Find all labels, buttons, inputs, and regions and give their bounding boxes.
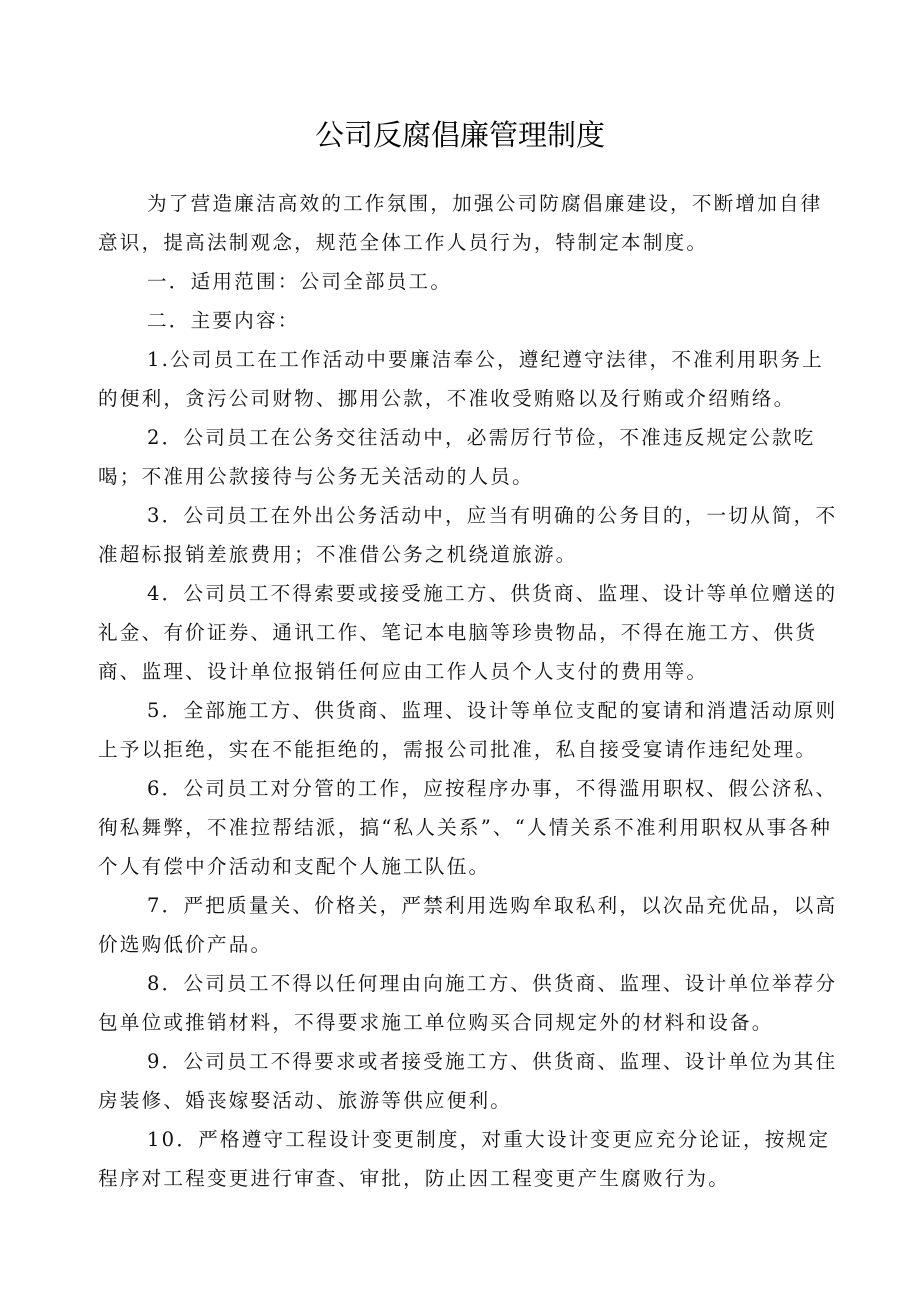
rule-item-1: 1.公司员工在工作活动中要廉洁奉公，遵纪遵守法律，不准利用职务上的便利，贪污公司财物、挪用公款，不准收受贿赂以及行贿或介绍贿络。: [98, 348, 824, 410]
document-title: 公司反腐倡廉管理制度: [314, 118, 605, 152]
rule-item-5: 5．全部施工方、供货商、监理、设计等单位支配的宴请和消遣活动原则上予以拒绝，实在不能拒绝的，需报公司批准，私自接受宴请作违纪处理。: [98, 699, 838, 761]
intro-paragraph: 为了营造廉洁高效的工作氛围，加强公司防腐倡廉建设，不断增加自律意识，提高法制观念，规范全体工作人员行为，特制定本制度。: [98, 192, 823, 254]
rule-item-7: 7．严把质量关、价格关，严禁利用选购牟取私利，以次品充优品，以高价选购低价产品。: [98, 894, 838, 956]
rule-item-10: 10．严格遵守工程设计变更制度，对重大设计变更应充分论证，按规定程序对工程变更进行审查、审批，防止因工程变更产生腐败行为。: [98, 1128, 831, 1190]
rule-item-9: 9．公司员工不得要求或者接受施工方、供货商、监理、设计单位为其住房装修、婚丧嫁娶活动、旅游等供应便利。: [98, 1050, 838, 1112]
document-body: [98, 184, 844, 1198]
section-content-heading: 二．主要内容：: [147, 309, 300, 332]
rule-item-6: 6．公司员工对分管的工作，应按程序办事，不得滥用职权、假公济私、徇私舞弊，不准拉帮结派，搞“私人关系”、“人情关系不准利用职权从事各种个人有偿中介活动和支配个人施工队伍。: [98, 777, 838, 878]
rule-item-3: 3．公司员工在外出公务活动中，应当有明确的公务目的，一切从简，不准超标报销差旅费用；不准借公务之机绕道旅游。: [98, 504, 838, 566]
section-scope: 一．适用范围：公司全部员工。: [147, 270, 453, 293]
rule-item-4: 4．公司员工不得索要或接受施工方、供货商、监理、设计等单位赠送的礼金、有价证券、通讯工作、笔记本电脑等珍贵物品，不得在施工方、供货商、监理、设计单位报销任何应由工作人员个人支付的费用等。: [98, 582, 838, 683]
rule-item-2: 2．公司员工在公务交往活动中，必需厉行节俭，不准违反规定公款吃喝；不准用公款接待与公务无关活动的人员。: [98, 426, 816, 488]
rule-item-8: 8．公司员工不得以任何理由向施工方、供货商、监理、设计单位举荐分包单位或推销材料，不得要求施工单位购买合同规定外的材料和设备。: [98, 972, 838, 1034]
